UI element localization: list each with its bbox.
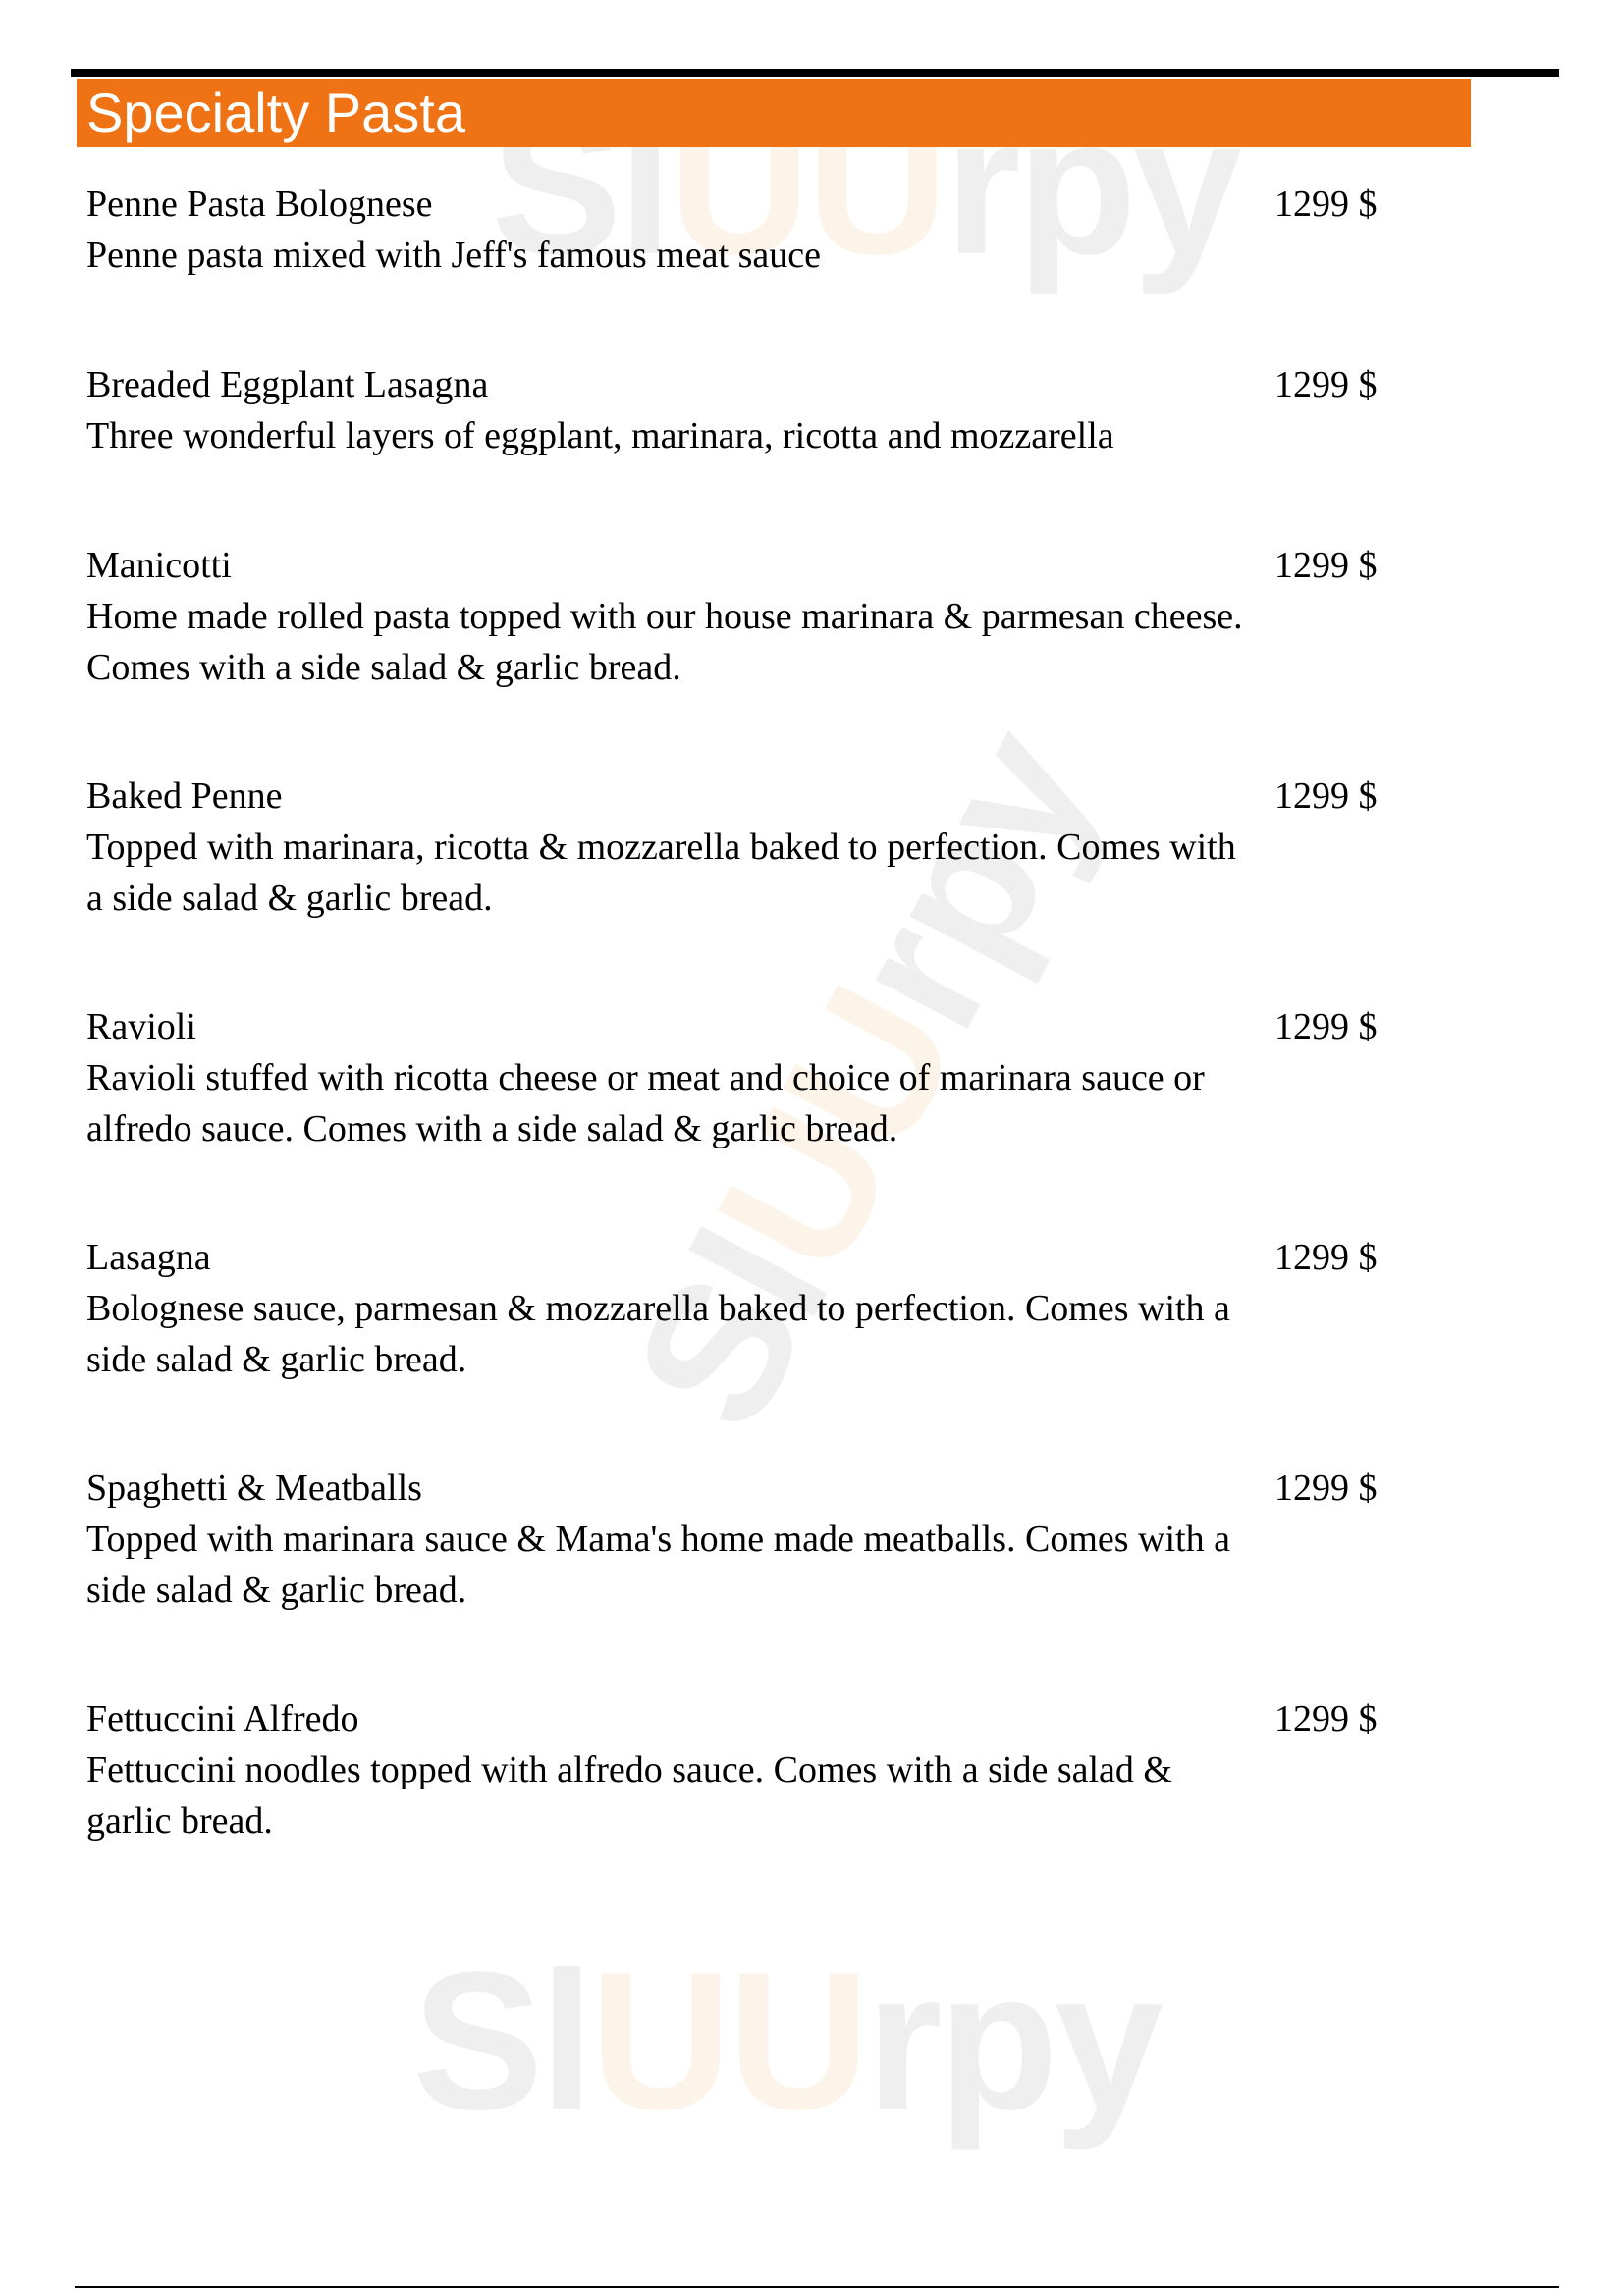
menu-item (86, 540, 1461, 693)
top-rule (71, 69, 1559, 77)
item-description: Ravioli stuffed with ricotta cheese or meat and choice of marinara sauce or alfredo sauce. Comes with a side salad & garlic bread. (86, 1057, 1205, 1149)
watermark-part: UU (675, 957, 999, 1305)
item-name: Penne Pasta Bolognese (86, 184, 433, 225)
item-description: Fettuccini noodles topped with alfredo sauce. Comes with a side salad & garlic bread. (86, 1749, 1172, 1842)
item-price: 1299 $ (1274, 775, 1378, 817)
item-description: Topped with marinara sauce & Mama's home made meatballs. Comes with a side salad & garlic bread. (86, 1519, 1230, 1611)
menu-item (86, 1693, 1461, 1846)
watermark-part: rpy (944, 77, 1239, 295)
menu-item (86, 1232, 1461, 1385)
item-name: Lasagna (86, 1237, 211, 1278)
watermark-part: rpy (865, 1932, 1161, 2151)
watermark-part: Sl (491, 77, 669, 295)
menu-item (86, 771, 1461, 924)
item-price: 1299 $ (1274, 1698, 1378, 1739)
section-header (77, 79, 1471, 147)
item-description: Home made rolled pasta topped with our house marinara & parmesan cheese. Comes with a side salad & garlic bread. (86, 596, 1243, 688)
item-price: 1299 $ (1274, 364, 1378, 405)
menu-item (86, 1001, 1461, 1154)
watermark-part: Sl (591, 1201, 869, 1462)
item-description: Bolognese sauce, parmesan & mozzarella baked to perfection. Comes with a side salad & garlic bread. (86, 1288, 1230, 1380)
menu-item (86, 1463, 1461, 1616)
bottom-rule (75, 2286, 1559, 2288)
watermark-part: rpy (804, 698, 1137, 1061)
watermark-part: Sl (412, 1932, 590, 2151)
item-price: 1299 $ (1274, 1006, 1378, 1047)
item-description: Three wonderful layers of eggplant, marinara, ricotta and mozzarella (86, 415, 1114, 456)
item-name: Fettuccini Alfredo (86, 1698, 359, 1739)
watermark-part: UU (589, 1932, 866, 2151)
item-description: Topped with marinara, ricotta & mozzarella baked to perfection. Comes with a side salad & garlic bread. (86, 827, 1236, 919)
item-price: 1299 $ (1274, 184, 1378, 225)
item-name: Baked Penne (86, 775, 283, 817)
item-name: Ravioli (86, 1006, 196, 1047)
item-price: 1299 $ (1274, 1237, 1378, 1278)
item-description: Penne pasta mixed with Jeff's famous meat sauce (86, 235, 821, 276)
item-price: 1299 $ (1274, 1468, 1378, 1509)
section-title: Specialty Pasta (86, 81, 465, 143)
item-price: 1299 $ (1274, 545, 1378, 586)
item-name: Breaded Eggplant Lasagna (86, 364, 489, 405)
watermark-part: UU (668, 77, 945, 295)
menu-item (86, 359, 1461, 461)
menu-item (86, 179, 1461, 281)
item-name: Manicotti (86, 545, 232, 586)
watermark-logo (412, 1932, 1161, 2151)
item-name: Spaghetti & Meatballs (86, 1468, 422, 1509)
